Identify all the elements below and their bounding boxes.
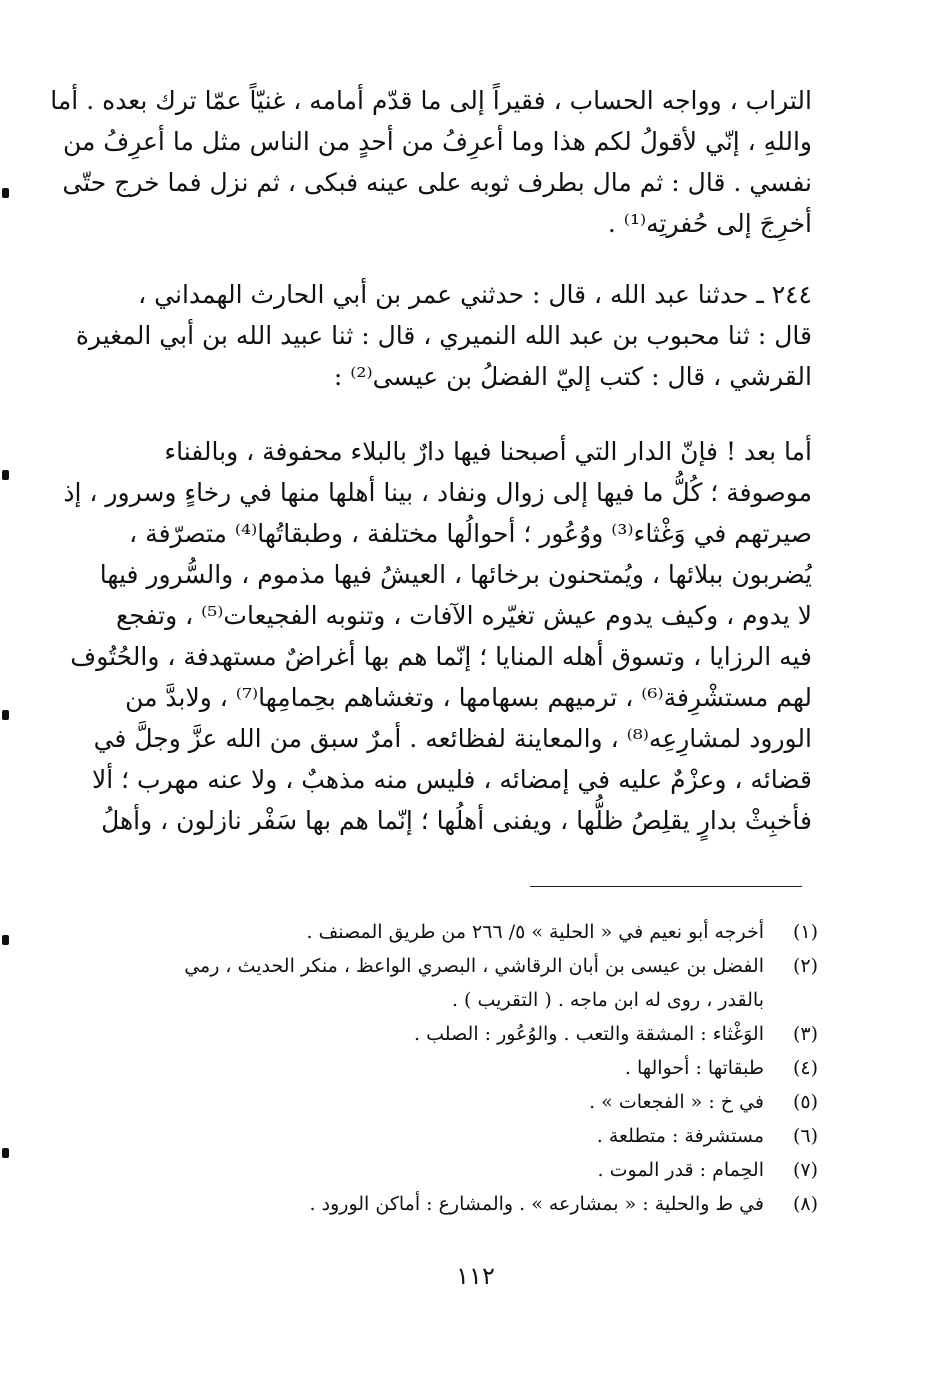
scan-edge-mark <box>2 470 9 480</box>
text-line: فيه الرزايا ، وتسوق أهله المنايا ؛ إنّما هم بها أغراضٌ مستهدفة ، والحُتُوف <box>70 642 812 671</box>
text-line: لهم مستشْرِفة⁽⁶⁾ ، ترميهم بسهامها ، وتغشاهم بحِمامِها⁽⁷⁾ ، ولابدَّ من <box>125 683 812 712</box>
text-line: أخرِجَ إلى حُفرتِه⁽¹⁾ . <box>607 209 812 238</box>
text-line: يُضربون ببلائها ، ويُمتحنون برخائها ، العيشُ فيها مذموم ، والسُّرور فيها <box>99 560 812 589</box>
text-line: ٢٤٤ ـ حدثنا عبد الله ، قال : حدثني عمر بن أبي الحارث الهمداني ، <box>138 280 812 309</box>
footnotes-list <box>140 915 818 1221</box>
footnote-number: (٧) <box>792 1159 818 1181</box>
footnote-separator <box>530 886 802 887</box>
paragraph-1 <box>50 80 812 244</box>
page-number: ١١٢ <box>456 1262 495 1290</box>
footnote-text: في خ : « الفجعات » . <box>589 1091 764 1113</box>
text-line: قضائه ، وعزْمٌ عليه في إمضائه ، فليس منه مذهبٌ ، ولا عنه مهرب ؛ ألا <box>91 765 812 794</box>
footnote-text: أخرجه أبو نعيم في « الحلية » ٥/ ٢٦٦ من طريق المصنف . <box>306 921 764 943</box>
footnote-item <box>140 1051 818 1085</box>
paragraph-2 <box>75 274 812 397</box>
footnote-item <box>140 1187 818 1221</box>
footnote-number: (٥) <box>792 1091 818 1113</box>
text-line: التراب ، وواجه الحساب ، فقيراً إلى ما قدّم أمامه ، غنيّاً عمّا ترك بعده . أما <box>50 86 812 115</box>
footnote-number: (٦) <box>792 1125 818 1147</box>
footnote-item <box>140 915 818 949</box>
footnote-item <box>140 1017 818 1051</box>
footnote-number: (٨) <box>792 1193 818 1215</box>
scan-edge-mark <box>2 188 9 198</box>
text-line: لا يدوم ، وكيف يدوم عيش تغيّره الآفات ، وتنوبه الفجيعات⁽⁵⁾ ، وتفجع <box>116 601 812 630</box>
footnote-item <box>140 949 818 1017</box>
text-line: فأخبِثْ بدارٍ يقلِصُ ظلُّها ، ويفنى أهلُها ؛ إنّما هم بها سَفْر نازلون ، وأهلُ <box>101 806 812 835</box>
footnote-text: الحِمام : قدر الموت . <box>597 1159 764 1181</box>
text-line: صيرتهم في وَغْثاء⁽³⁾ ووُعُور ؛ أحوالُها مختلفة ، وطبقاتُها⁽⁴⁾ متصرّفة ، <box>129 519 812 548</box>
footnote-number: (٤) <box>792 1057 818 1079</box>
text-line: القرشي ، قال : كتب إليّ الفضلُ بن عيسى⁽²⁾ : <box>333 362 812 391</box>
footnote-item <box>140 1119 818 1153</box>
scan-edge-mark <box>2 710 9 720</box>
text-line: واللهِ ، إنّي لأقولُ لكم هذا وما أعرِفُ من أحدٍ من الناس مثل ما أعرِفُ من <box>62 127 812 156</box>
footnote-number: (٣) <box>792 1023 818 1045</box>
footnote-text: مستشرفة : متطلعة . <box>596 1125 764 1147</box>
text-line: نفسي . قال : ثم مال بطرف ثوبه على عينه فبكى ، ثم نزل فما خرج حتّى <box>62 168 812 197</box>
footnote-item <box>140 1153 818 1187</box>
footnote-number: (١) <box>792 921 818 943</box>
text-line: أما بعد ! فإنّ الدار التي أصبحنا فيها دارٌ بالبلاء محفوفة ، وبالفناء <box>164 437 812 466</box>
text-line: موصوفة ؛ كُلُّ ما فيها إلى زوال ونفاد ، بينا أهلها منها في رخاءٍ وسرور ، إذ <box>63 478 812 507</box>
footnote-item <box>140 1085 818 1119</box>
footnote-number: (٢) <box>792 955 818 977</box>
footnote-text: طبقاتها : أحوالها . <box>624 1057 764 1079</box>
text-line: الورود لمشارِعِه⁽⁸⁾ ، والمعاينة لفظائعه . أمرٌ سبق من الله عزَّ وجلَّ في <box>93 724 812 753</box>
text-line: قال : ثنا محبوب بن عبد الله النميري ، قال : ثنا عبيد الله بن أبي المغيرة <box>75 321 812 350</box>
footnote-text: في ط والحلية : « بمشارعه » . والمشارع : أماكن الورود . <box>309 1193 764 1215</box>
footnote-text: الوَغْثاء : المشقة والتعب . والوُعُور : الصلب . <box>414 1023 764 1045</box>
paragraph-3 <box>63 431 812 841</box>
footnote-text: الفضل بن عيسى بن أبان الرقاشي ، البصري الواعظ ، منكر الحديث ، رمي بالقدر ، روى له ابن ماجه . ( التقريب ) . <box>184 955 764 1011</box>
scan-edge-mark <box>2 1148 9 1158</box>
scan-edge-mark <box>2 935 9 945</box>
